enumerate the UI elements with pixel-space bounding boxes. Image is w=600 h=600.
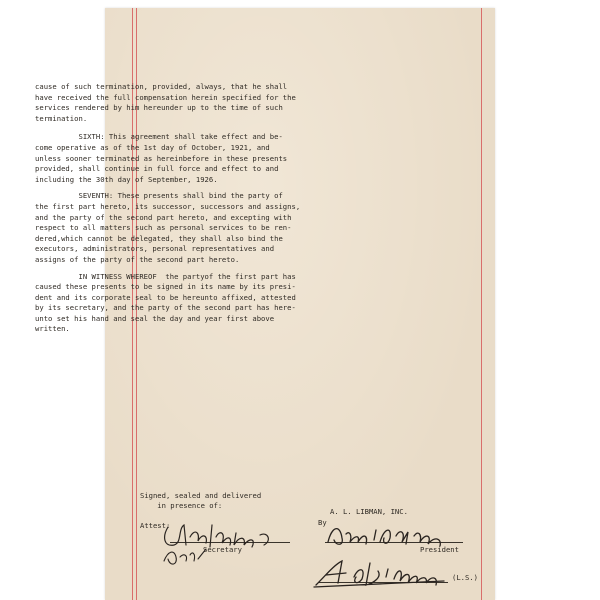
text-line: come operative as of the 1st day of October, 1921, and bbox=[35, 142, 270, 152]
text-line: and the party of the second part hereto, and excepting with bbox=[35, 212, 292, 222]
text-line: executors, administrators, personal representatives and bbox=[35, 244, 275, 254]
company-name: A. L. LIBMAN, INC. bbox=[330, 507, 408, 516]
text-line: assigns of the party of the second part hereto. bbox=[35, 254, 240, 264]
attest-label: Attest: bbox=[140, 521, 171, 530]
text-line: provided, shall continue in full force and effect to and bbox=[35, 164, 279, 174]
text-line: unless sooner terminated as hereinbefore in these presents bbox=[35, 153, 288, 163]
president-label: President bbox=[420, 545, 459, 554]
text-line: cause of such termination, provided, always, that he shall bbox=[35, 82, 288, 91]
seal-label: (L.S.) bbox=[452, 573, 478, 582]
by-label: By bbox=[318, 518, 327, 527]
text-line: have received the full compensation herein specified for the bbox=[35, 92, 296, 102]
secretary-label: Secretary bbox=[203, 545, 242, 554]
text-line: SEVENTH: These presents shall bind the party of bbox=[35, 191, 283, 201]
text-line: caused these presents to be signed in its name by its presi- bbox=[35, 282, 296, 292]
text-line: by its secretary, and the party of the second part has here- bbox=[35, 303, 296, 313]
text-line: dered,which cannot be delegated, they shall also bind the bbox=[35, 233, 283, 243]
text-line: the first part hereto, its successor, successors and assigns, bbox=[35, 201, 301, 211]
text-line: written. bbox=[35, 324, 70, 334]
text-line: respect to all matters such as personal services to be ren- bbox=[35, 223, 292, 233]
right-margin-rule bbox=[481, 8, 482, 600]
text-line: IN WITNESS WHEREOF the partyof the first part has bbox=[35, 271, 296, 281]
text-line-blank bbox=[35, 124, 380, 132]
text-line: services rendered by him hereunder up to the time of such bbox=[35, 103, 283, 113]
in-presence-label: in presence of: bbox=[140, 501, 223, 510]
text-line: including the 30th day of September, 1926. bbox=[35, 174, 218, 184]
text-line: unto set his hand and seal the day and year first above bbox=[35, 313, 275, 323]
text-line: SIXTH: This agreement shall take effect and be- bbox=[35, 132, 283, 142]
text-line: dent and its corporate seal to be hereunto affixed, attested bbox=[35, 292, 296, 302]
agreement-body-text bbox=[35, 82, 380, 335]
signed-sealed-label: Signed, sealed and delivered bbox=[140, 491, 262, 500]
text-line: termination. bbox=[35, 113, 88, 123]
